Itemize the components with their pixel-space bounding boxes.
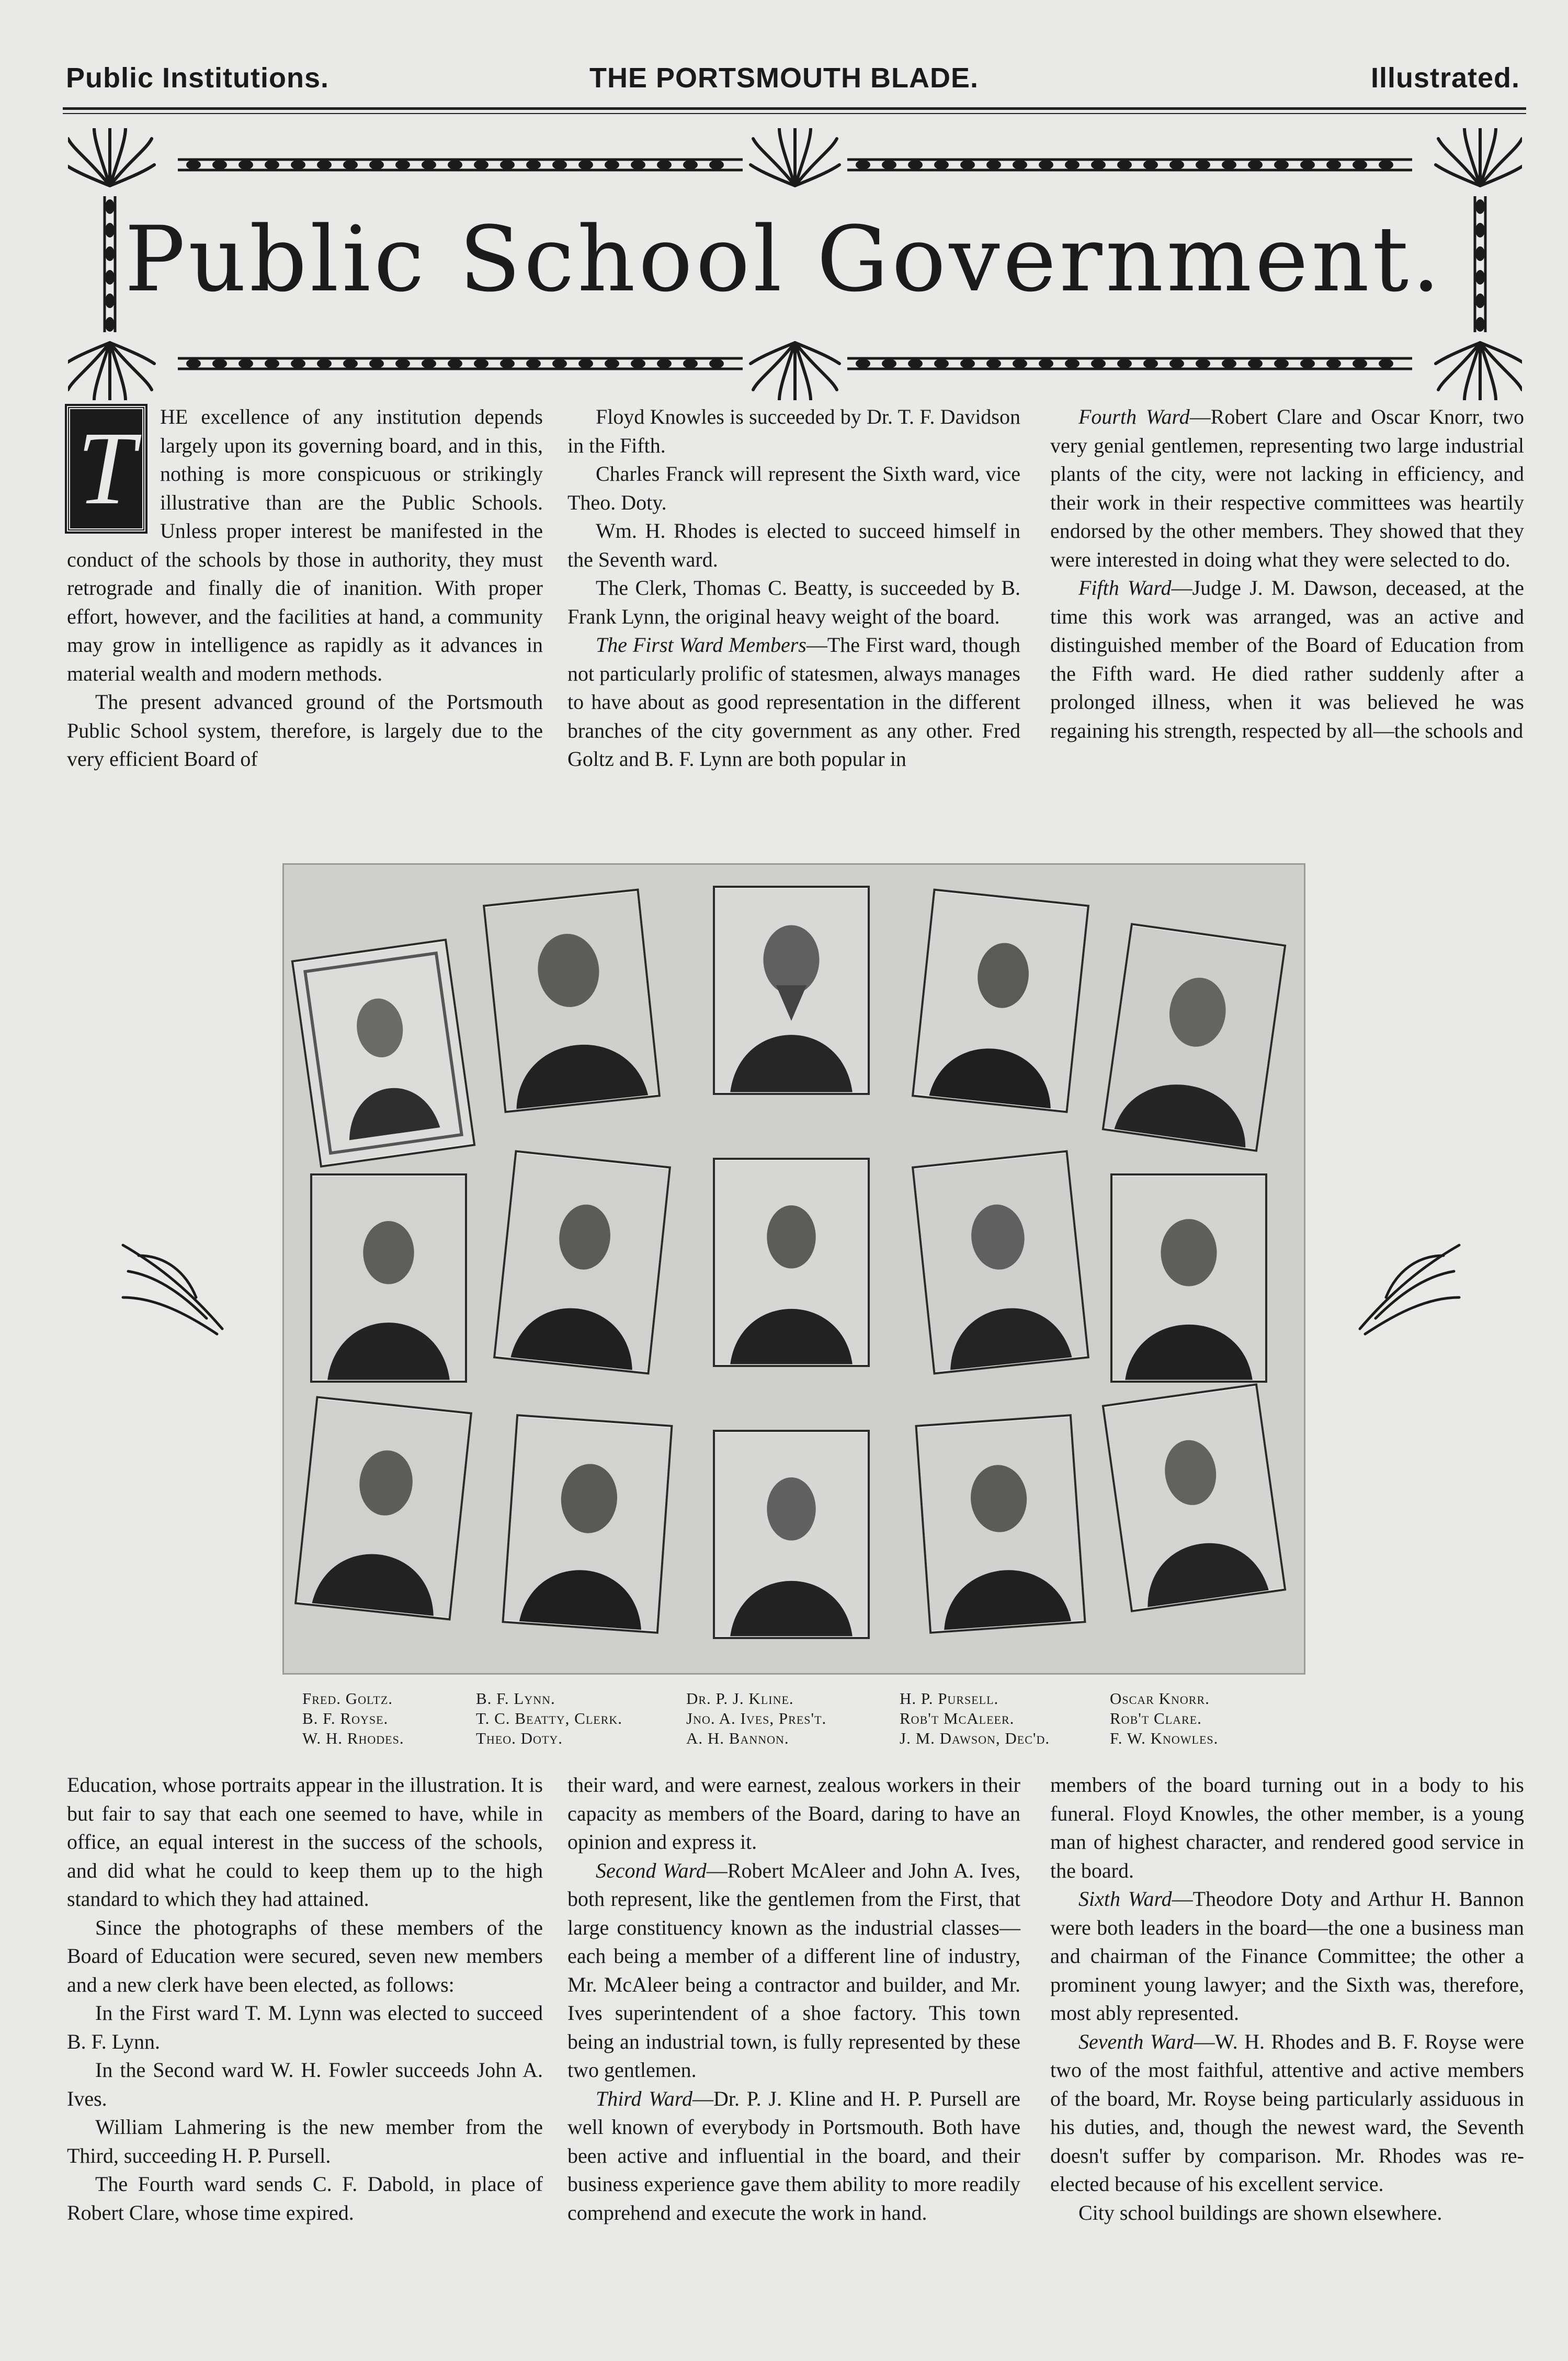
paragraph: In the Second ward W. H. Fowler succeeds John A. Ives. xyxy=(67,2058,543,2110)
top-column-1 xyxy=(67,403,543,774)
ward-text: —W. H. Rhodes and B. F. Royse were two of the most faithful, attentive and active members of the board, Mr. Royse being particularly assiduous in his duties, and, though the newest ward, the Seventh doesn't suffer by comparison. Mr. Rhodes was re-elected because of his excellent service. xyxy=(1050,2029,1524,2196)
paragraph: Wm. H. Rhodes is elected to succeed himself in the Seventh ward. xyxy=(567,519,1020,571)
caption-column-2 xyxy=(476,1689,622,1748)
paragraph: Since the photographs of these members of the Board of Education were secured, seven new members and a new clerk have been elected, as follows: xyxy=(67,1915,543,1996)
page-title: Public School Government. xyxy=(124,207,1444,312)
paragraph: Charles Franck will represent the Sixth ward, vice Theo. Doty. xyxy=(567,462,1020,514)
ward-label: Seventh Ward xyxy=(1078,2029,1194,2053)
paragraph: members of the board turning out in a body to his funeral. Floyd Knowles, the other member, is a young man of highest character, and rendered good service in the board. xyxy=(1050,1773,1524,1882)
paragraph: The Clerk, Thomas C. Beatty, is succeeded by B. Frank Lynn, the original heavy weight of the board. xyxy=(567,576,1020,628)
portrait-photo-icon xyxy=(713,886,870,1095)
caption-name: Jno. A. Ives, Pres't. xyxy=(686,1709,827,1727)
ward-text: —Dr. P. J. Kline and H. P. Pursell are well known of everybody in Portsmouth. Both have been active and influential in the board, and their business experience gave them ability to more readily comprehend and execute the work in hand. xyxy=(567,2086,1021,2224)
portrait-photo-icon xyxy=(912,1150,1089,1374)
paragraph xyxy=(567,2085,1020,2228)
paragraph: Education, whose portraits appear in the illustration. It is but fair to say that each one seemed to have, while in office, an equal interest in the success of the schools, and did what he could to keep them up to the high standard to which they had attained. xyxy=(67,1773,543,1911)
portrait-photo-icon xyxy=(915,1414,1086,1634)
caption-name: Dr. P. J. Kline. xyxy=(686,1689,794,1708)
portrait-photo-icon xyxy=(713,1158,870,1367)
caption-column-4 xyxy=(900,1689,1050,1748)
caption-name: J. M. Dawson, Dec'd. xyxy=(900,1729,1050,1747)
paragraph xyxy=(567,631,1020,774)
paragraph xyxy=(1050,2028,1524,2199)
header-rule-thick xyxy=(63,107,1526,110)
paragraph xyxy=(567,1857,1020,2085)
ward-text: —Robert Clare and Oscar Knorr, two very genial gentlemen, representing two large industrial plants of the city, were not lacking in efficiency, and their work in their respective committees was heartily endorsed by the other members. They showed that they were interested in doing what they were selected to do. xyxy=(1050,405,1525,571)
portrait-photo-icon xyxy=(310,1173,467,1383)
caption-column-1 xyxy=(302,1689,404,1748)
caption-column-5 xyxy=(1110,1689,1218,1748)
ward-text: —The First ward, though not particularly prolific of statesmen, always manages to have about as good representation in the different branches of the city government as any other. Fred Goltz and B. F. Lynn are both popular in xyxy=(567,633,1020,771)
ward-label: Fourth Ward xyxy=(1078,405,1190,428)
caption-column-3 xyxy=(686,1689,826,1748)
ward-text: —Robert McAleer and John A. Ives, both represent, like the gentlemen from the First, that large constituency known as the industrial classes—each being a member of a different line of industry, Mr. McAleer being a contractor and builder, and Mr. Ives superintendent of a shoe factory. This town being an industrial town, is fully represented by these two gentlemen. xyxy=(567,1858,1020,2082)
portrait-plate xyxy=(282,863,1305,1675)
caption-name: Rob't Clare. xyxy=(1110,1709,1202,1727)
caption-name: A. H. Bannon. xyxy=(686,1729,789,1747)
caption-name: F. W. Knowles. xyxy=(1110,1729,1219,1747)
caption-name: B. F. Lynn. xyxy=(476,1689,555,1708)
caption-name: Rob't McAleer. xyxy=(900,1709,1015,1727)
portrait-photo-icon xyxy=(912,888,1089,1113)
header-rule-thin xyxy=(63,113,1526,114)
paragraph: their ward, and were earnest, zealous workers in their capacity as members of the Board, daring to have an opinion and express it. xyxy=(567,1773,1020,1854)
paragraph: HE excellence of any institution depends largely upon its governing board, and in this, nothing is more conspicuous or strikingly illustrative than are the Public Schools. Unless proper interest be manifested in the conduct of the schools by those in authority, they must retrograde and finally die of inanition. With proper effort, however, and the facilities at hand, a community may grow in intelligence as rapidly as it advances in material wealth and modern methods. xyxy=(67,405,543,685)
portrait-photo-icon xyxy=(483,888,661,1113)
ward-label: Sixth Ward xyxy=(1078,1887,1172,1911)
paragraph: Floyd Knowles is succeeded by Dr. T. F. Davidson in the Fifth. xyxy=(567,405,1020,457)
ward-label: The First Ward Members xyxy=(596,633,806,657)
paragraph: In the First ward T. M. Lynn was elected to succeed B. F. Lynn. xyxy=(67,2001,543,2053)
ward-text: —Theodore Doty and Arthur H. Bannon were both leaders in the board—the one a business man and chairman of the Finance Committee; the other a prominent young lawyer; and the Sixth was, therefore, most ably represented. xyxy=(1050,1887,1524,2025)
portrait-photo-icon xyxy=(1110,1173,1267,1383)
portrait-photo-icon xyxy=(713,1430,870,1639)
ward-label: Second Ward xyxy=(596,1858,707,1882)
caption-name: H. P. Pursell. xyxy=(900,1689,999,1708)
running-header-center: THE PORTSMOUTH BLADE. xyxy=(589,62,979,94)
caption-name: W. H. Rhodes. xyxy=(302,1729,404,1747)
ward-text: —Judge J. M. Dawson, deceased, at the time this work was arranged, was an active and distinguished member of the Board of Education from the Fifth ward. He died rather suddenly after a prolonged illness, when it was believed he was regaining his strength, respected by all—the schools and xyxy=(1050,576,1524,742)
caption-name: Theo. Doty. xyxy=(476,1729,563,1747)
dropcap: T xyxy=(67,406,145,532)
paragraph xyxy=(1050,1885,1524,2028)
caption-name: T. C. Beatty, Clerk. xyxy=(476,1709,623,1727)
paragraph: City school buildings are shown elsewhere. xyxy=(1078,2200,1442,2224)
ward-label: Fifth Ward xyxy=(1078,576,1172,600)
top-column-2 xyxy=(567,403,1020,774)
bottom-column-2 xyxy=(567,1771,1020,2227)
bottom-column-1 xyxy=(67,1771,543,2227)
caption-name: B. F. Royse. xyxy=(302,1709,389,1727)
caption-name: Oscar Knorr. xyxy=(1110,1689,1210,1708)
caption-name: Fred. Goltz. xyxy=(302,1689,393,1708)
paragraph xyxy=(1050,403,1524,574)
portrait-photo-icon xyxy=(493,1150,671,1374)
portrait-photo-icon xyxy=(291,939,476,1168)
leaf-spray-icon xyxy=(118,1235,228,1339)
bottom-column-3 xyxy=(1050,1771,1524,2227)
leaf-spray-icon xyxy=(1355,1235,1464,1339)
top-column-3 xyxy=(1050,403,1524,745)
running-header-left: Public Institutions. xyxy=(66,62,329,94)
running-header-right: Illustrated. xyxy=(1370,62,1520,94)
paragraph: William Lahmering is the new member from the Third, succeeding H. P. Pursell. xyxy=(67,2115,543,2167)
paragraph xyxy=(1050,574,1524,745)
portrait-photo-icon xyxy=(1102,923,1287,1152)
ward-label: Third Ward xyxy=(596,2086,692,2110)
portrait-photo-icon xyxy=(294,1396,472,1620)
portrait-photo-icon xyxy=(1102,1383,1287,1612)
portrait-photo-icon xyxy=(502,1414,673,1634)
paragraph: The Fourth ward sends C. F. Dabold, in place of Robert Clare, whose time expired. xyxy=(67,2172,543,2224)
paragraph: The present advanced ground of the Portsmouth Public School system, therefore, is largely due to the very efficient Board of xyxy=(67,690,543,771)
